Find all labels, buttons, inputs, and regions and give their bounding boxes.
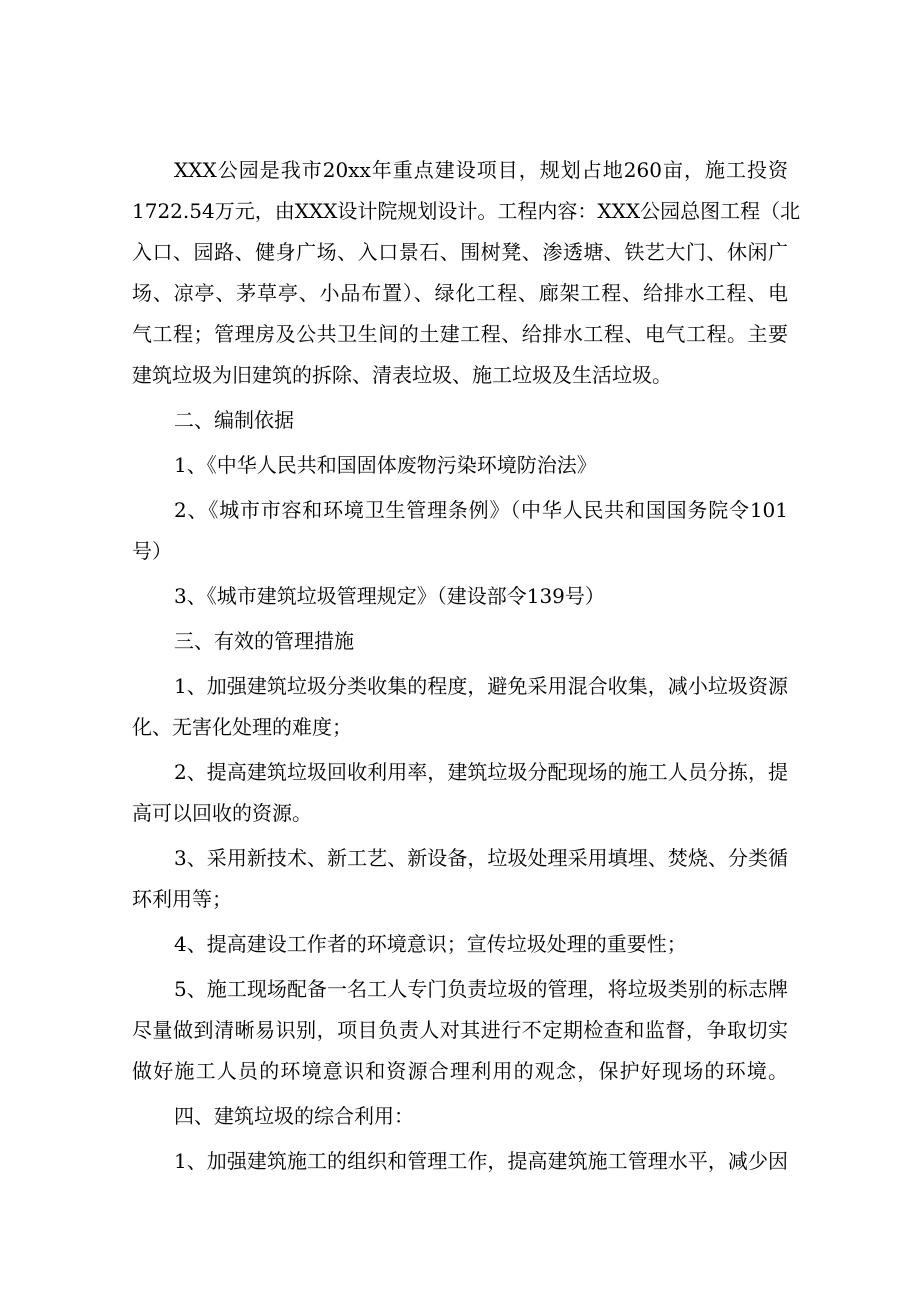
paragraph	[132, 969, 788, 1092]
section-heading	[132, 400, 788, 441]
section-heading	[132, 1096, 788, 1137]
text-line: 高可以回收的资源。	[132, 801, 312, 825]
text-line: 化、无害化处理的难度；	[132, 715, 352, 739]
text-line: 场、凉亭、茅草亭、小品布置）、绿化工程、廊架工程、给排水工程、电	[132, 281, 788, 305]
text-line: 1722.54万元，由XXX设计院规划设计。工程内容：XXX公园总图工程（北	[132, 199, 801, 223]
text-line: 三、有效的管理措施	[174, 629, 354, 653]
document-body	[132, 150, 801, 1182]
paragraph	[132, 838, 788, 920]
paragraph	[132, 445, 788, 486]
text-line: 4、提高建设工作者的环境意识；宣传垃圾处理的重要性；	[174, 932, 687, 956]
text-line: 二、编制依据	[174, 408, 294, 432]
text-line: 气工程；管理房及公共卫生间的土建工程、给排水工程、电气工程。主要	[132, 322, 788, 346]
text-line: 3、《城市建筑垃圾管理规定》（建设部令139号）	[174, 584, 605, 608]
paragraph	[132, 666, 788, 748]
text-line: 2、提高建筑垃圾回收利用率，建筑垃圾分配现场的施工人员分拣，提	[174, 760, 788, 784]
text-line: 1、加强建筑垃圾分类收集的程度，避免采用混合收集，减小垃圾资源	[174, 674, 788, 698]
text-line: 1、《中华人民共和国固体废物污染环境防治法》	[174, 453, 597, 477]
text-line: 四、建筑垃圾的综合利用：	[174, 1104, 414, 1128]
text-line: 2、《城市市容和环境卫生管理条例》（中华人民共和国国务院令101	[174, 498, 788, 522]
paragraph	[132, 150, 801, 396]
text-line: 尽量做到清晰易识别，项目负责人对其进行不定期检查和监督，争取切实	[132, 1018, 788, 1042]
text-line: 号）	[132, 539, 172, 563]
text-line: 3、采用新技术、新工艺、新设备，垃圾处理采用填埋、焚烧、分类循	[174, 846, 788, 870]
text-line: 做好施工人员的环境意识和资源合理利用的观念，保护好现场的环境。	[132, 1059, 788, 1083]
text-line: XXX公园是我市20xx年重点建设项目，规划占地260亩，施工投资	[174, 158, 788, 182]
paragraph	[132, 752, 788, 834]
text-line: 建筑垃圾为旧建筑的拆除、清表垃圾、施工垃圾及生活垃圾。	[132, 363, 672, 387]
paragraph	[132, 1141, 788, 1182]
paragraph	[132, 576, 788, 617]
text-line: 1、加强建筑施工的组织和管理工作，提高建筑施工管理水平，减少因	[174, 1149, 788, 1173]
section-heading	[132, 621, 788, 662]
paragraph	[132, 924, 788, 965]
text-line: 5、施工现场配备一名工人专门负责垃圾的管理，将垃圾类别的标志牌	[174, 977, 788, 1001]
text-line: 入口、园路、健身广场、入口景石、围树凳、渗透塘、铁艺大门、休闲广	[132, 240, 788, 264]
text-line: 环利用等；	[132, 887, 232, 911]
paragraph	[132, 490, 788, 572]
